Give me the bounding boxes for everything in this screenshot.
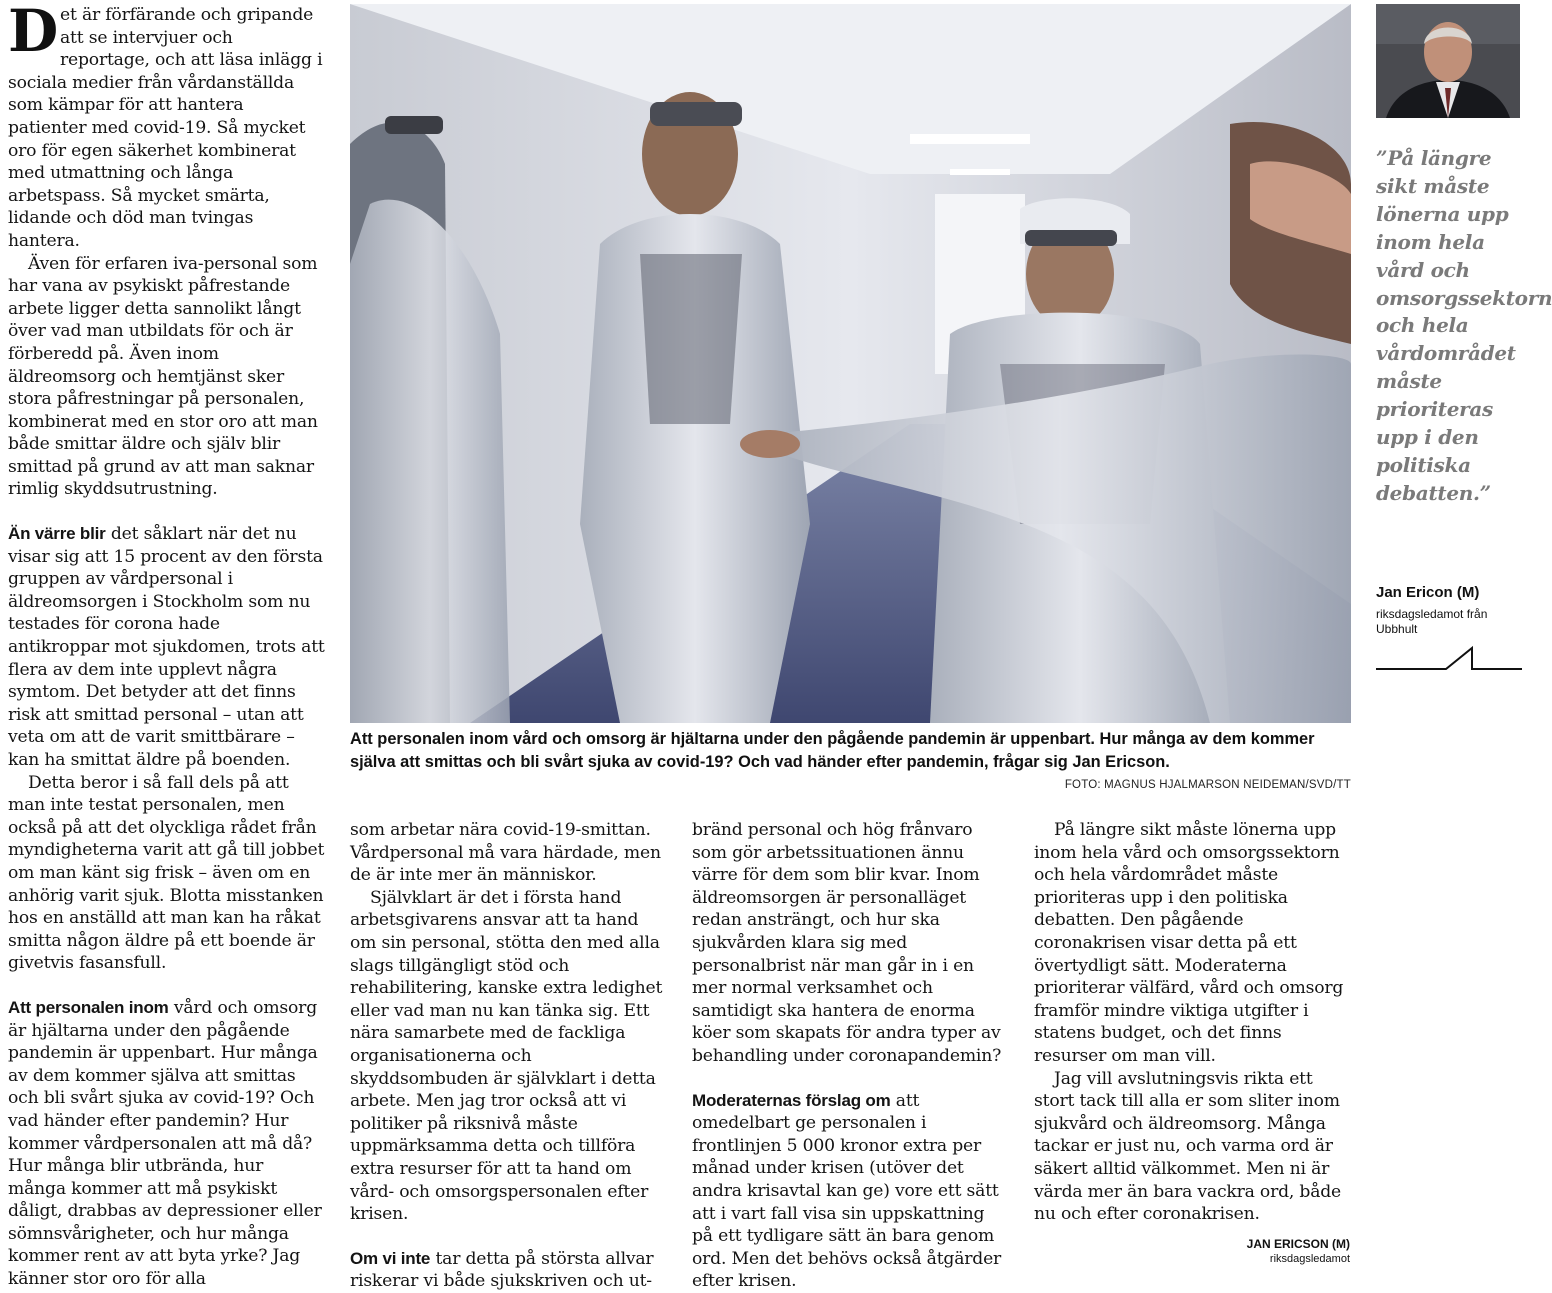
article-column-1 (8, 0, 326, 1291)
author-portrait-image (1376, 4, 1520, 118)
run-in-lead: Moderaternas förslag om (692, 1090, 891, 1110)
paragraph: Detta beror i så fall dels på att man inte testat personalen, men också på att det olyckliga rådet från myndigheterna varit att gå till jobbet om man känt sig frisk – även om en anhörig varit sjuk. Blotta misstanken hos en anställd att man kan ha råkat smitta någon äldre på ett boende är givetvis fasansfull. (8, 772, 325, 974)
healthcare-workers-photo (350, 4, 1351, 723)
paragraph (350, 1248, 665, 1293)
article-column-3 (692, 819, 1010, 1293)
paragraph-text: att omedelbart ge personalen i frontlinjen 5 000 kronor extra per månad under krisen (utöver det andra krisavtal kan ge) vore ett sätt att i vart fall visa sin uppskattning på ett tydligare sätt än bara genom ord. Men det behövs också åtgärder efter krisen. (692, 1090, 1002, 1292)
run-in-lead: Att personalen inom (8, 997, 169, 1017)
paragraph-text: vård och omsorg är hjältarna under den pågående pandemin är uppenbart. Hur många av dem kommer själva att smittas och bli svårt sjuka av covid-19? Och vad händer efter pandemin? Hur kommer vårdpersonalen att må då? Hur många blir utbrända, hur många kommer att må psykiskt dåligt, drabbas av depressioner eller sömnsvårigheter, och hur många kommer rent av att byta yrke? Jag känner stor oro för alla (8, 997, 322, 1290)
signature-name: JAN ERICSON (M) (1246, 1237, 1350, 1251)
photo-credit: FOTO: MAGNUS HJALMARSON NEIDEMAN/SVD/TT (1064, 779, 1351, 791)
paragraph: På längre sikt måste lönerna upp inom hela vård och omsorgssektorn och hela vårdområdet måste prioriteras upp i den politiska debatten. Den pågående coronakrisen visar detta på ett övertydligt sätt. Moderaterna prioriterar välfärd, vård och omsorg framför mindre viktiga utgifter i statens budget, och det finns resurser om man vill. (1034, 820, 1344, 1066)
paragraph (8, 0, 326, 253)
paragraph: Självklart är det i första hand arbetsgivarens ansvar att ta hand om sin personal, stötta den med alla slags tillgängligt stöd och rehabilitering, kanske extra ledighet eller vad man nu kan tänka sig. Ett nära samarbete med de fackliga organisationerna och skyddsombuden är självklart i detta arbete. Men jag tror också att vi politiker på riksnivå måste uppmärksamma detta och tillföra extra resurser för att ta hand om vård- och omsorgspersonalen efter krisen. (350, 887, 663, 1225)
paragraph (8, 997, 326, 1291)
paragraph: Även för erfaren iva-personal som har vana av psykiskt påfrestande arbete ligger detta sannolikt långt över vad man utbildats för och är förberedd på. Även inom äldreomsorg och hemtjänst sker stora påfrestningar på personalen, kombinerat med en stor oro att man både smittar äldre och själv blir smittad på grund av att man saknar rimlig skyddsutrustning. (8, 253, 318, 500)
author-portrait (1376, 4, 1520, 118)
paragraph-text: tar detta på största allvar riskerar vi både sjukskriven och ut- (350, 1248, 654, 1292)
signature-role: riksdagsledamot (1269, 1253, 1350, 1265)
drop-cap: D (8, 0, 59, 65)
run-in-lead: Än värre blir (8, 524, 106, 544)
run-in-lead: Om vi inte (350, 1248, 431, 1268)
pull-quote: ”På längre sikt måste lönerna upp inom hela vård och omsorgssektorn och hela vårdområdet måste prioriteras upp i den politiska debatten.” (1376, 146, 1552, 505)
paragraph: som arbetar nära covid-19-smittan. Vårdpersonal må vara härdade, men de är inte mer än människor. (350, 820, 661, 886)
decorative-line (1376, 645, 1522, 673)
paragraph: bränd personal och hög frånvaro som gör arbetssituationen ännu värre för dem som blir kvar. Inom äldreomsorgen är personalläget redan ansträngt, och hur ska sjukvården klara sig med personalbrist när man går in i en mer normal verksamhet och samtidigt ska hantera de enorma köer som skapats för andra typer av behandling under coronapandemin? (692, 820, 1002, 1066)
paragraph (692, 1090, 1010, 1293)
photo-caption: Att personalen inom vård och omsorg är hjältarna under den pågående pandemin är uppenbart. Hur många av dem kommer själva att smittas och bli svårt sjuka av covid-19? Och vad händer efter pandemin, frågar sig Jan Ericson. (350, 730, 1315, 771)
author-name: Jan Ericon (M) (1376, 584, 1480, 601)
paragraph-text: det såklart när det nu visar sig att 15 procent av den första gruppen av vårdpersonal i äldreomsorgen i Stockholm som nu testades för corona hade antikroppar mot sjukdomen, trots att flera av dem inte upplevt några symtom. Det betyder att det finns risk att smittad personal – utan att veta om att de varit smittbärare – kan ha smittat äldre på boenden. (8, 524, 325, 770)
author-role: riksdagsledamot från Ubbhult (1376, 607, 1488, 636)
paragraph: Jag vill avslutningsvis rikta ett stort tack till alla er som sliter inom sjukvård och äldreomsorg. Många tackar er just nu, och varma ord är säkert alltid välkommet. Men ni är värda mer än bara vackra ord, både nu och efter coronakrisen. (1034, 1068, 1342, 1225)
article-photo (350, 4, 1351, 723)
article-column-2 (350, 819, 665, 1293)
paragraph (8, 523, 326, 772)
article-column-4 (1034, 819, 1352, 1226)
paragraph-text: et är förfärande och gripande att se intervjuer och reportage, och att läsa inlägg i sociala medier från vårdanställda som kämpar för att hantera patienter med covid-19. Så mycket oro för egen säkerhet kombinerat med utmattning och långa arbetspass. Så mycket smärta, lidande och död man tvingas hantera. (8, 5, 323, 251)
